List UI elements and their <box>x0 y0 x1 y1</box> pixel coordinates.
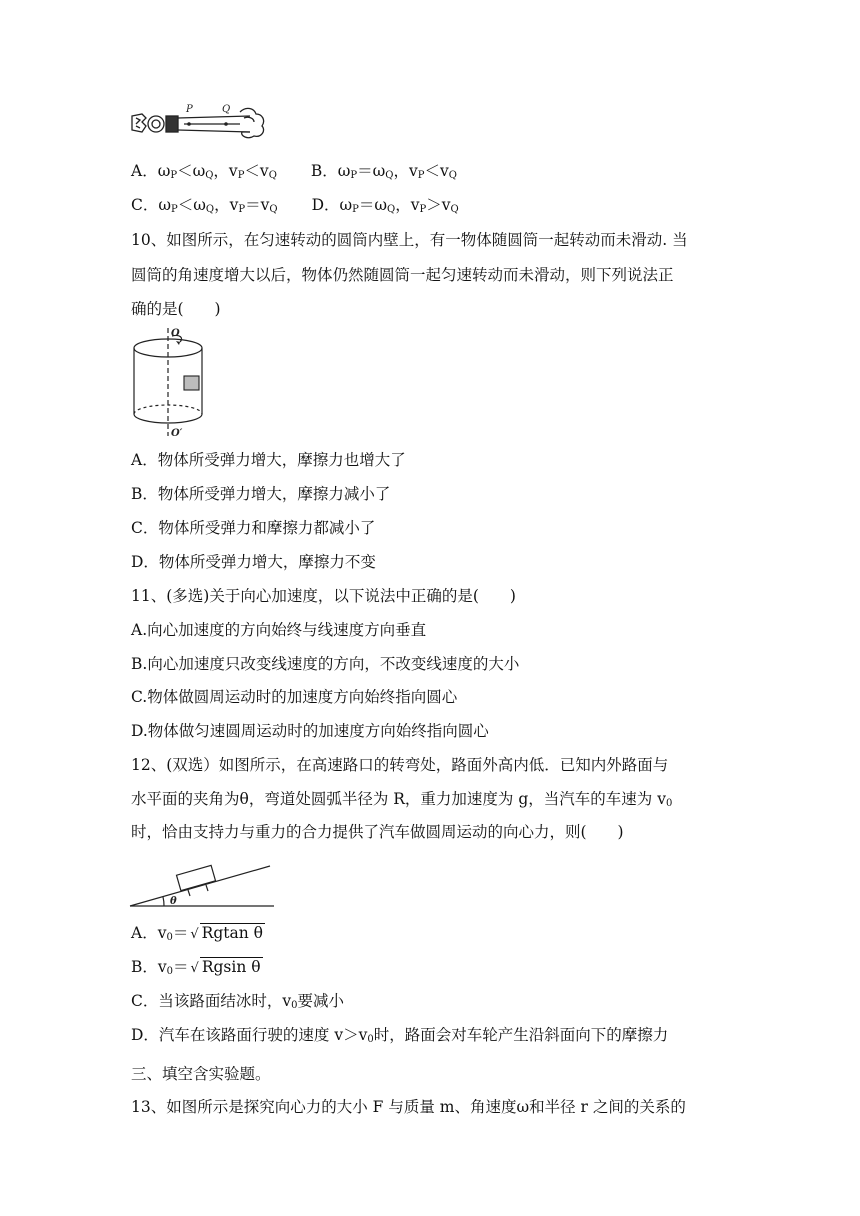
cylinder-figure <box>126 324 212 440</box>
label-theta: θ <box>170 896 177 907</box>
label-o: O <box>171 328 180 339</box>
q12-stem-line1: 12、(双选）如图所示，在高速路口的转弯处，路面外高内低．已知内外路面与 <box>131 756 669 774</box>
point-p <box>187 122 191 126</box>
q10-stem-line1: 10、如图所示，在匀速转动的圆筒内壁上，有一物体随圆筒一起转动而未滑动. 当 <box>131 231 688 249</box>
q11-option-d: D.物体做匀速圆周运动时的加速度方向始终指向圆心 <box>131 722 489 740</box>
q11-option-b: B.向心加速度只改变线速度的方向，不改变线速度的大小 <box>131 655 520 673</box>
point-q <box>224 122 228 126</box>
sqrt-rgsin: Rgsin θ <box>201 958 261 976</box>
q9-options-row2: C．$\omega_P<\omega_Q$，$v_P=v_Q$ D．$\omega_P=\omega_Q$，$v_P>v_Q$ <box>131 196 459 215</box>
section-heading: 三、填空含实验题。 <box>131 1065 271 1083</box>
q12-option-c: C．当该路面结冰时，$v_0$要减小 <box>131 992 345 1011</box>
q11-option-a: A.向心加速度的方向始终与线速度方向垂直 <box>131 621 427 639</box>
label-q: Q <box>222 104 231 115</box>
q10-option-d: D．物体所受弹力增大，摩擦力不变 <box>131 553 376 571</box>
label-p: P <box>186 104 193 115</box>
wrench-figure <box>128 102 274 146</box>
q12-stem-line3: 时，恰由支持力与重力的合力提供了汽车做圆周运动的向心力，则( ) <box>131 823 624 841</box>
q10-stem-line3: 确的是( ) <box>131 300 221 318</box>
q10-option-a: A．物体所受弹力增大，摩擦力也增大了 <box>131 451 406 469</box>
banked-road-figure <box>128 850 278 914</box>
object-block <box>184 376 199 390</box>
q11-option-c: C.物体做圆周运动时的加速度方向始终指向圆心 <box>131 688 458 706</box>
q12-option-a: A．$v_0=$ √ Rgtan θ <box>131 924 263 943</box>
q13-stem-line1: 13、如图所示是探究向心力的大小 F 与质量 m、角速度ω和半径 r 之间的关系的 <box>131 1098 686 1116</box>
q9-options-row1: A．$\omega_P<\omega_Q$，$v_P<v_Q$ B．$\omega_P=\omega_Q$，$v_P<v_Q$ <box>131 162 457 181</box>
q12-option-b: B．$v_0=$ √ Rgsin θ <box>131 958 261 977</box>
q11-stem: 11、(多选)关于向心加速度，以下说法中正确的是( ) <box>131 587 516 605</box>
q10-stem-line2: 圆筒的角速度增大以后，物体仍然随圆筒一起匀速转动而未滑动，则下列说法正 <box>131 266 674 284</box>
q10-option-b: B．物体所受弹力增大，摩擦力减小了 <box>131 485 391 503</box>
q12-stem-line2: 水平面的夹角为θ，弯道处圆弧半径为 R，重力加速度为 g，当汽车的车速为 $v_0$ <box>131 790 673 809</box>
q10-option-c: C．物体所受弹力和摩擦力都减小了 <box>131 519 376 537</box>
sqrt-rgtan: Rgtan θ <box>201 924 263 942</box>
q12-option-d: D．汽车在该路面行驶的速度 $v>v_0$时，路面会对车轮产生沿斜面向下的摩擦力 <box>131 1026 669 1045</box>
label-o-prime: O′ <box>171 428 183 439</box>
